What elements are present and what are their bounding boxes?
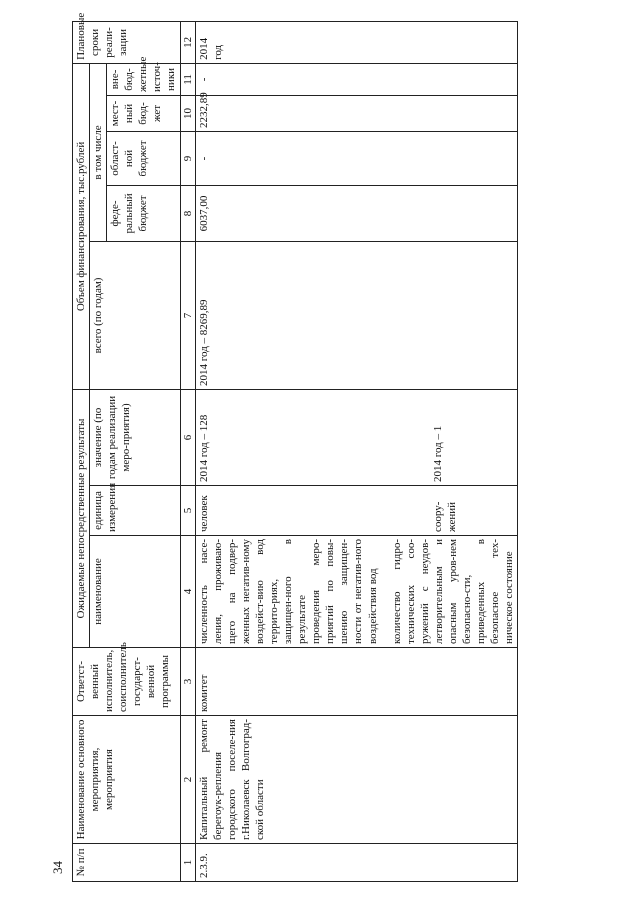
header-result-name: наименование xyxy=(90,536,180,648)
col-number: 10 xyxy=(180,95,195,131)
col-number: 12 xyxy=(180,21,195,63)
result-unit-2: соору-жений xyxy=(431,501,458,532)
activity-name: Капитальный ремонт берегоук-репления городского поселе-ния г.Николаевск Волгоград-ской области xyxy=(195,716,518,844)
financing-local: 2232,89 xyxy=(195,95,518,131)
col-number: 5 xyxy=(180,486,195,536)
result-name-1: численность насе-ления, проживаю-щего на подвер-женных негатив-ному воздейст-вию вод террито-риях, защищен-ного в результате проведения меро-приятий по повы-шению защищен-ности от негатив-ного воздействия вод xyxy=(197,539,379,644)
financing-total: 2014 год – 8269,89 xyxy=(195,241,518,389)
financing-regional: - xyxy=(195,131,518,185)
header-activity-name: Наименование основного мероприятия, мероприятия xyxy=(73,716,181,844)
result-names xyxy=(195,536,518,648)
financing-extrabudget: - xyxy=(195,63,518,95)
planned-term: 2014 год xyxy=(195,21,518,63)
col-number: 6 xyxy=(180,389,195,485)
rotated-page xyxy=(50,12,635,892)
col-number: 4 xyxy=(180,536,195,648)
program-activities-table xyxy=(72,12,518,882)
result-name-2: количество гидро-технических соо-ружений с неудов-летворительным и опасным уров-нем безопасно-сти, приведенных в безопасное тех-ническое состояние xyxy=(390,539,516,644)
header-regional: област-ной бюджет xyxy=(107,131,180,185)
column-numbers-row xyxy=(180,21,195,881)
header-responsible: Ответст-венный исполнитель, соисполнитель государст-венной программы xyxy=(73,648,181,716)
header-extrabudget: вне-бюд-жетные источ-ники xyxy=(107,63,180,95)
header-financing: Объем финансирования, тыс.рублей xyxy=(73,63,90,389)
col-number: 9 xyxy=(180,131,195,185)
col-number: 3 xyxy=(180,648,195,716)
result-value-2: 2014 год – 1 xyxy=(431,425,444,482)
row-number: 2.3.9. xyxy=(195,844,518,882)
result-units xyxy=(195,486,518,536)
header-including: в том числе xyxy=(90,63,107,241)
header-local: мест-ный бюд-жет xyxy=(107,95,180,131)
col-number: 8 xyxy=(180,185,195,241)
header-value: значение (по годам реализации меро-приятия) xyxy=(90,389,180,485)
result-unit-1: человек xyxy=(197,495,210,532)
header-expected-results: Ожидаемые непосредственные результаты xyxy=(73,389,90,647)
header-unit: единица измерения xyxy=(90,486,180,536)
header-num: № п/п xyxy=(73,844,181,882)
col-number: 2 xyxy=(180,716,195,844)
financing-federal: 6037,00 xyxy=(195,185,518,241)
header-federal: феде-ральный бюджет xyxy=(107,185,180,241)
result-value-1: 2014 год – 128 xyxy=(197,414,210,482)
header-total: всего (по годам) xyxy=(90,241,180,389)
header-planned-terms: Плановые сроки реали-зации xyxy=(73,21,181,63)
responsible-executor: комитет xyxy=(195,648,518,716)
col-number: 1 xyxy=(180,844,195,882)
result-values xyxy=(195,389,518,485)
table-row xyxy=(195,21,518,881)
page-number: 34 xyxy=(50,861,65,874)
col-number: 7 xyxy=(180,241,195,389)
col-number: 11 xyxy=(180,63,195,95)
